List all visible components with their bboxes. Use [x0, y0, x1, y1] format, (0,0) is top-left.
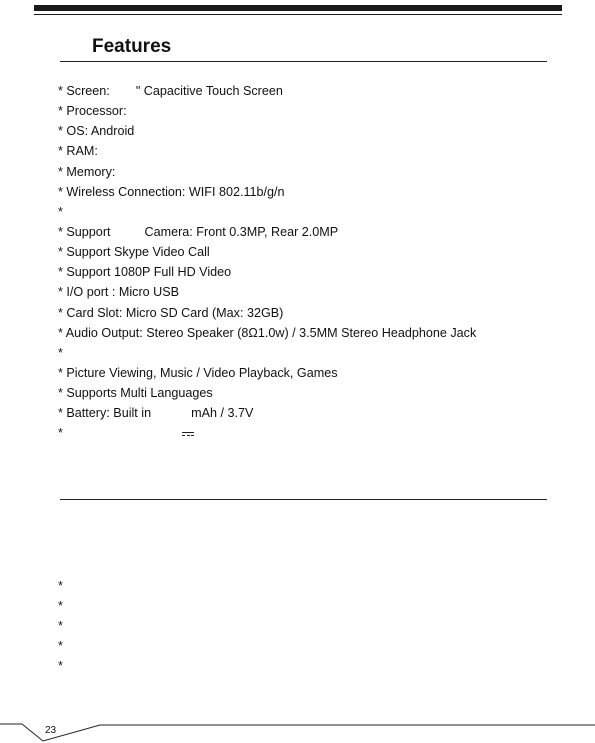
footer-rule-graphic: [0, 714, 595, 743]
feature-line: [58, 384, 476, 404]
dc-power-icon: [182, 432, 194, 437]
feature-line: [58, 263, 476, 283]
feature-text: * I/O port : Micro USB: [58, 285, 180, 300]
feature-list: [58, 82, 476, 445]
feature-line: [58, 283, 476, 303]
bullet-item: *: [58, 659, 63, 673]
feature-text: Camera: Front 0.3MP, Rear 2.0MP: [144, 224, 339, 239]
feature-text: mAh / 3.7V: [191, 406, 254, 421]
feature-line: [58, 203, 476, 223]
feature-text: * Support Skype Video Call: [58, 245, 210, 260]
feature-line: [58, 163, 476, 183]
bullet-item: *: [58, 579, 63, 593]
feature-text: * Memory:: [58, 164, 116, 179]
feature-text: * Processor:: [58, 104, 127, 119]
feature-line: [58, 142, 476, 162]
header-thin-rule: [34, 14, 562, 15]
feature-line: [58, 223, 476, 243]
feature-text: " Capacitive Touch Screen: [135, 84, 283, 98]
feature-text: * Support: [58, 224, 111, 239]
feature-text: * Support 1080P Full HD Video: [58, 265, 232, 280]
feature-line: [58, 324, 476, 344]
feature-text: * Picture Viewing, Music / Video Playback, Games: [58, 365, 338, 380]
bullet-list: [58, 577, 63, 677]
feature-text: * Card Slot: Micro SD Card (Max: 32GB): [58, 305, 284, 320]
page-title: Features: [92, 36, 172, 57]
feature-line: [58, 304, 476, 324]
feature-line: [58, 364, 476, 384]
feature-line: [58, 404, 476, 424]
bullet-item: *: [58, 639, 63, 653]
feature-text: * Supports Multi Languages: [58, 386, 213, 401]
feature-line: [58, 344, 476, 364]
feature-line: [58, 183, 476, 203]
section-divider: [60, 499, 547, 500]
feature-line: [58, 243, 476, 263]
feature-line: [58, 122, 476, 142]
feature-line: [58, 102, 476, 122]
feature-text: *: [58, 426, 63, 441]
header-thick-rule: [34, 5, 562, 11]
feature-line: [58, 424, 476, 444]
page-number: 23: [45, 725, 57, 736]
feature-line: [58, 82, 476, 102]
bullet-item: *: [58, 599, 63, 613]
feature-text: * Battery: Built in: [58, 406, 152, 421]
feature-text: * Audio Output: Stereo Speaker (8Ω1.0w) / 3.5MM Stereo Headphone Jack: [58, 325, 477, 340]
feature-text: *: [58, 204, 63, 219]
feature-text: *: [58, 345, 63, 360]
feature-text: * Wireless Connection: WIFI 802.11b/g/n: [58, 184, 285, 199]
feature-text: * Screen:: [58, 84, 110, 98]
feature-text: * OS: Android: [58, 124, 135, 139]
feature-text: * RAM:: [58, 144, 98, 159]
title-underline: [60, 61, 547, 62]
page-footer: [0, 714, 595, 743]
bullet-item: *: [58, 619, 63, 633]
